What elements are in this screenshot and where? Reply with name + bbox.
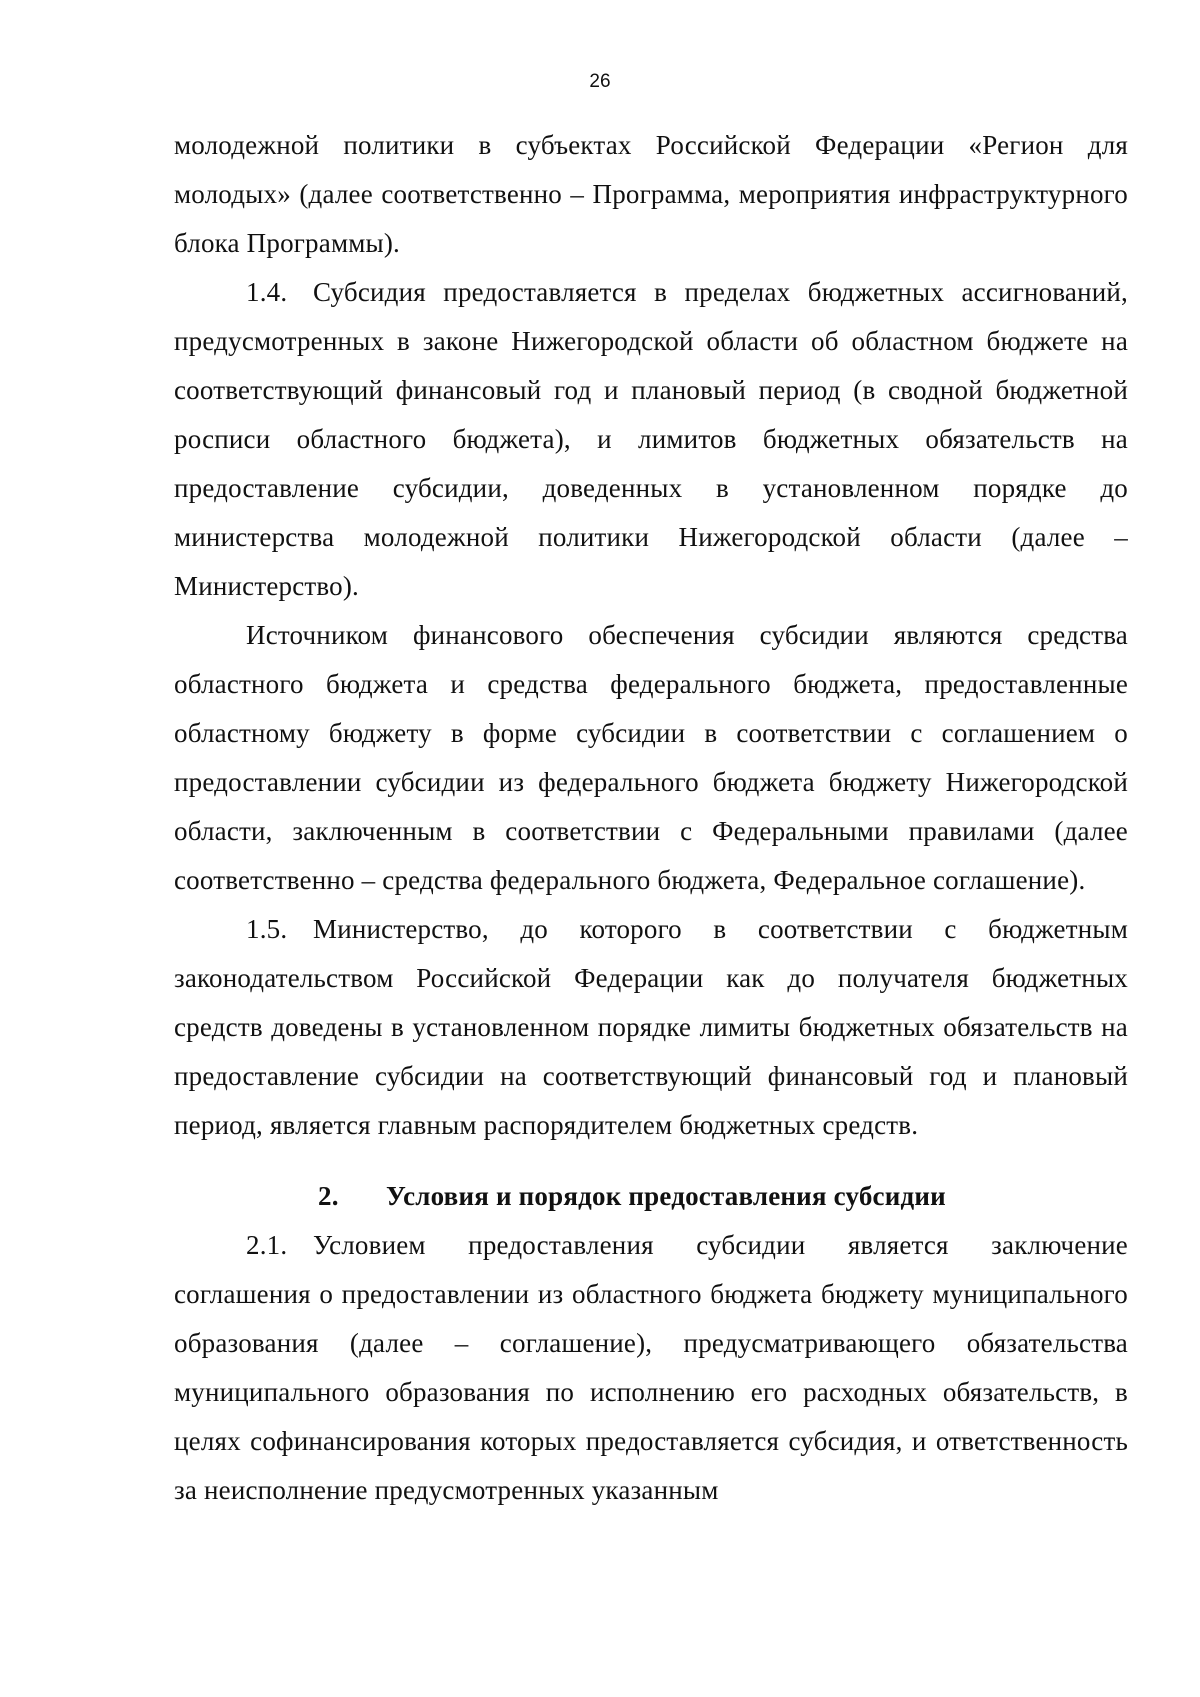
paragraph-text: молодежной политики в субъектах Российской Федерации «Регион для молодых» (далее соответственно – Программа, мероприятия инфраструктурного блока Программы).	[174, 130, 1128, 258]
paragraph-1-4	[174, 268, 1128, 611]
paragraph-number: 2.1.	[246, 1230, 288, 1260]
paragraph-text: Источником финансового обеспечения субсидии являются средства областного бюджета и средства федерального бюджета, предоставленные областному бюджету в форме субсидии в соответствии с соглашением о предоставлении субсидии из федерального бюджета бюджету Нижегородской области, заключенным в соответствии с Федеральными правилами (далее соответственно – средства федерального бюджета, Федеральное соглашение).	[174, 620, 1128, 895]
paragraph-text: Министерство, до которого в соответствии с бюджетным законодательством Российской Федерации как до получателя бюджетных средств доведены в установленном порядке лимиты бюджетных обязательств на предоставление субсидии на соответствующий финансовый год и плановый период, является главным распорядителем бюджетных средств.	[174, 914, 1128, 1140]
page-number: 26	[589, 71, 611, 92]
section-heading	[174, 1172, 1128, 1221]
section-number: 2.	[318, 1181, 339, 1211]
paragraph-continuation	[174, 121, 1128, 268]
paragraph-text: Субсидия предоставляется в пределах бюджетных ассигнований, предусмотренных в законе Нижегородской области об областном бюджете на соответствующий финансовый год и плановый период (в сводной бюджетной росписи областного бюджета), и лимитов бюджетных обязательств на предоставление субсидии, доведенных в установленном порядке до министерства молодежной политики Нижегородской области (далее – Министерство).	[174, 277, 1128, 601]
document-body	[174, 121, 1128, 1515]
section-title: Условия и порядок предоставления субсидии	[386, 1181, 946, 1211]
paragraph-text: Условием предоставления субсидии является заключение соглашения о предоставлении из областного бюджета бюджету муниципального образования (далее – соглашение), предусматривающего обязательства муниципального образования по исполнению его расходных обязательств, в целях софинансирования которых предоставляется субсидия, и ответственность за неисполнение предусмотренных указанным	[174, 1230, 1128, 1505]
paragraph-1-5	[174, 905, 1128, 1150]
paragraph-2-1	[174, 1221, 1128, 1515]
paragraph-funding-source	[174, 611, 1128, 905]
paragraph-number: 1.5.	[246, 914, 288, 944]
paragraph-number: 1.4.	[246, 277, 288, 307]
